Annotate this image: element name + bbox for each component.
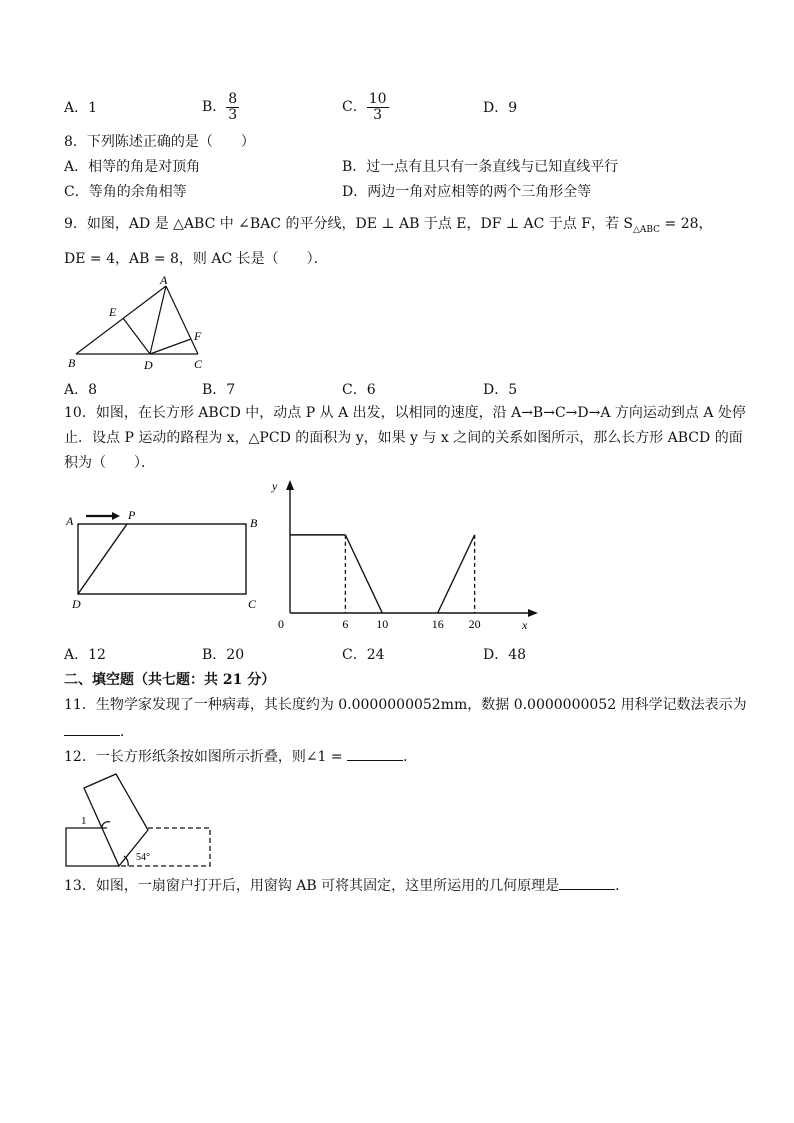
q12-angle54-label: 54° <box>136 852 150 863</box>
q7-option-c-prefix: C． <box>342 99 367 115</box>
arrow-right-icon <box>112 512 120 520</box>
q12-angle1-arc <box>102 822 110 828</box>
q12-stem <box>64 746 417 766</box>
q10-option-a: A．12 <box>64 647 106 663</box>
q9-area-subscript: △ABC <box>632 224 661 235</box>
q7-option-b-prefix: B． <box>202 99 227 115</box>
q9-label-a: A <box>160 276 168 287</box>
q9-option-d: D．5 <box>483 382 518 398</box>
q12-strip-dashed <box>119 828 210 866</box>
q10-stem-line3: 积为（ ）． <box>64 455 155 471</box>
q7-option-c-fraction <box>367 92 389 123</box>
section-2-title: 二、填空题（共七题：共 21 分） <box>64 672 276 688</box>
q13-answer-blank[interactable] <box>559 875 615 890</box>
q8-stem: 8．下列陈述正确的是（ ） <box>64 134 255 150</box>
q9-side-ac <box>166 286 198 354</box>
graph-segment-1 <box>345 535 382 613</box>
q7-c-numerator: 10 <box>368 90 387 107</box>
q10-label-d: D <box>72 597 81 611</box>
q13-stem <box>64 875 629 895</box>
q13-stem-text: 13．如图，一扇窗户打开后，用窗钩 AB 可将其固定，这里所运用的几何原理是 <box>64 878 560 894</box>
q7-option-c <box>342 89 389 125</box>
y-axis-label: y <box>272 479 278 493</box>
q12-stem-end: ． <box>403 749 418 765</box>
q11-stem-end: ． <box>120 724 134 740</box>
q9-stem-line1 <box>64 215 713 239</box>
q9-segment-df <box>150 339 191 354</box>
q9-label-d: D <box>144 358 153 372</box>
x-axis-arrow-icon <box>528 609 538 617</box>
q8-option-b: B．过一点有且只有一条直线与已知直线平行 <box>342 159 619 175</box>
x-tick-label: 6 <box>342 617 349 631</box>
q10-rectangle-figure <box>62 500 272 615</box>
q10-function-graph <box>268 476 540 636</box>
q10-segment-dp <box>78 524 127 594</box>
q7-b-denominator: 3 <box>228 106 238 123</box>
q10-label-p: P <box>128 508 136 522</box>
q10-stem-line1: 10．如图，在长方形 ABCD 中，动点 P 从 A 出发，以相同的速度，沿 A→B→C→D→A 方向运动到点 A 处停 <box>64 405 746 421</box>
q9-segment-de <box>123 318 150 354</box>
q12-angle1-label: 1 <box>81 815 87 827</box>
q9-option-a: A．8 <box>64 382 98 398</box>
q11-stem-line2 <box>64 721 134 741</box>
q7-c-denominator: 3 <box>373 106 383 123</box>
q9-label-b: B <box>68 356 76 370</box>
q7-b-numerator: 8 <box>228 90 238 107</box>
q10-option-d: D．48 <box>483 647 527 663</box>
graph-segment-3 <box>438 535 475 613</box>
q8-option-d: D．两边一角对应相等的两个三角形全等 <box>342 184 592 200</box>
q9-option-c: C．6 <box>342 382 376 398</box>
q10-option-b: B．20 <box>202 647 245 663</box>
q10-label-b: B <box>250 516 258 530</box>
q9-label-f: F <box>194 329 202 343</box>
q7-option-b-fraction <box>226 92 239 123</box>
q8-option-c: C．等角的余角相等 <box>64 184 187 200</box>
q9-label-e: E <box>109 305 117 319</box>
x-axis-label: x <box>522 618 528 632</box>
x-tick-label: 16 <box>431 617 444 631</box>
q12-answer-blank[interactable] <box>347 746 403 761</box>
q9-stem-text: 9．如图，AD 是 △ABC 中 ∠BAC 的平分线，DE ⊥ AB 于点 E，DF ⊥ AC 于点 F，若 S <box>64 216 633 232</box>
q10-label-a: A <box>66 514 74 528</box>
q12-stem-text: 12．一长方形纸条按如图所示折叠，则∠1 = <box>64 749 348 765</box>
q9-stem-line2: DE = 4，AB = 8，则 AC 长是（ ）． <box>64 251 328 267</box>
q11-stem-line1: 11．生物学家发现了一种病毒，其长度约为 0.0000000052mm，数据 0.0000000052 用科学记数法表示为 <box>64 697 747 713</box>
x-tick-label: 10 <box>376 617 389 631</box>
x-tick-label: 20 <box>468 617 481 631</box>
q12-angle54-arc <box>124 856 128 866</box>
q9-label-c: C <box>194 357 203 371</box>
q9-triangle-figure <box>60 276 220 376</box>
q10-stem-line2: 止．设点 P 运动的路程为 x，△PCD 的面积为 y，如果 y 与 x 之间的关系如图所示，那么长方形 ABCD 的面 <box>64 430 743 446</box>
q10-label-c: C <box>248 597 257 611</box>
y-axis-arrow-icon <box>286 480 294 490</box>
q7-option-d: D．9 <box>483 100 518 116</box>
q10-option-c: C．24 <box>342 647 385 663</box>
q13-stem-end: ． <box>615 878 630 894</box>
q7-option-a: A．1 <box>64 100 98 116</box>
origin-label: 0 <box>278 617 284 631</box>
q8-option-a: A．相等的角是对顶角 <box>64 159 201 175</box>
q12-folded-strip-figure <box>62 772 218 872</box>
q7-option-b <box>202 89 239 125</box>
q11-answer-blank[interactable] <box>64 721 120 736</box>
q9-option-b: B．7 <box>202 382 236 398</box>
q9-stem-end: = 28， <box>660 216 713 232</box>
